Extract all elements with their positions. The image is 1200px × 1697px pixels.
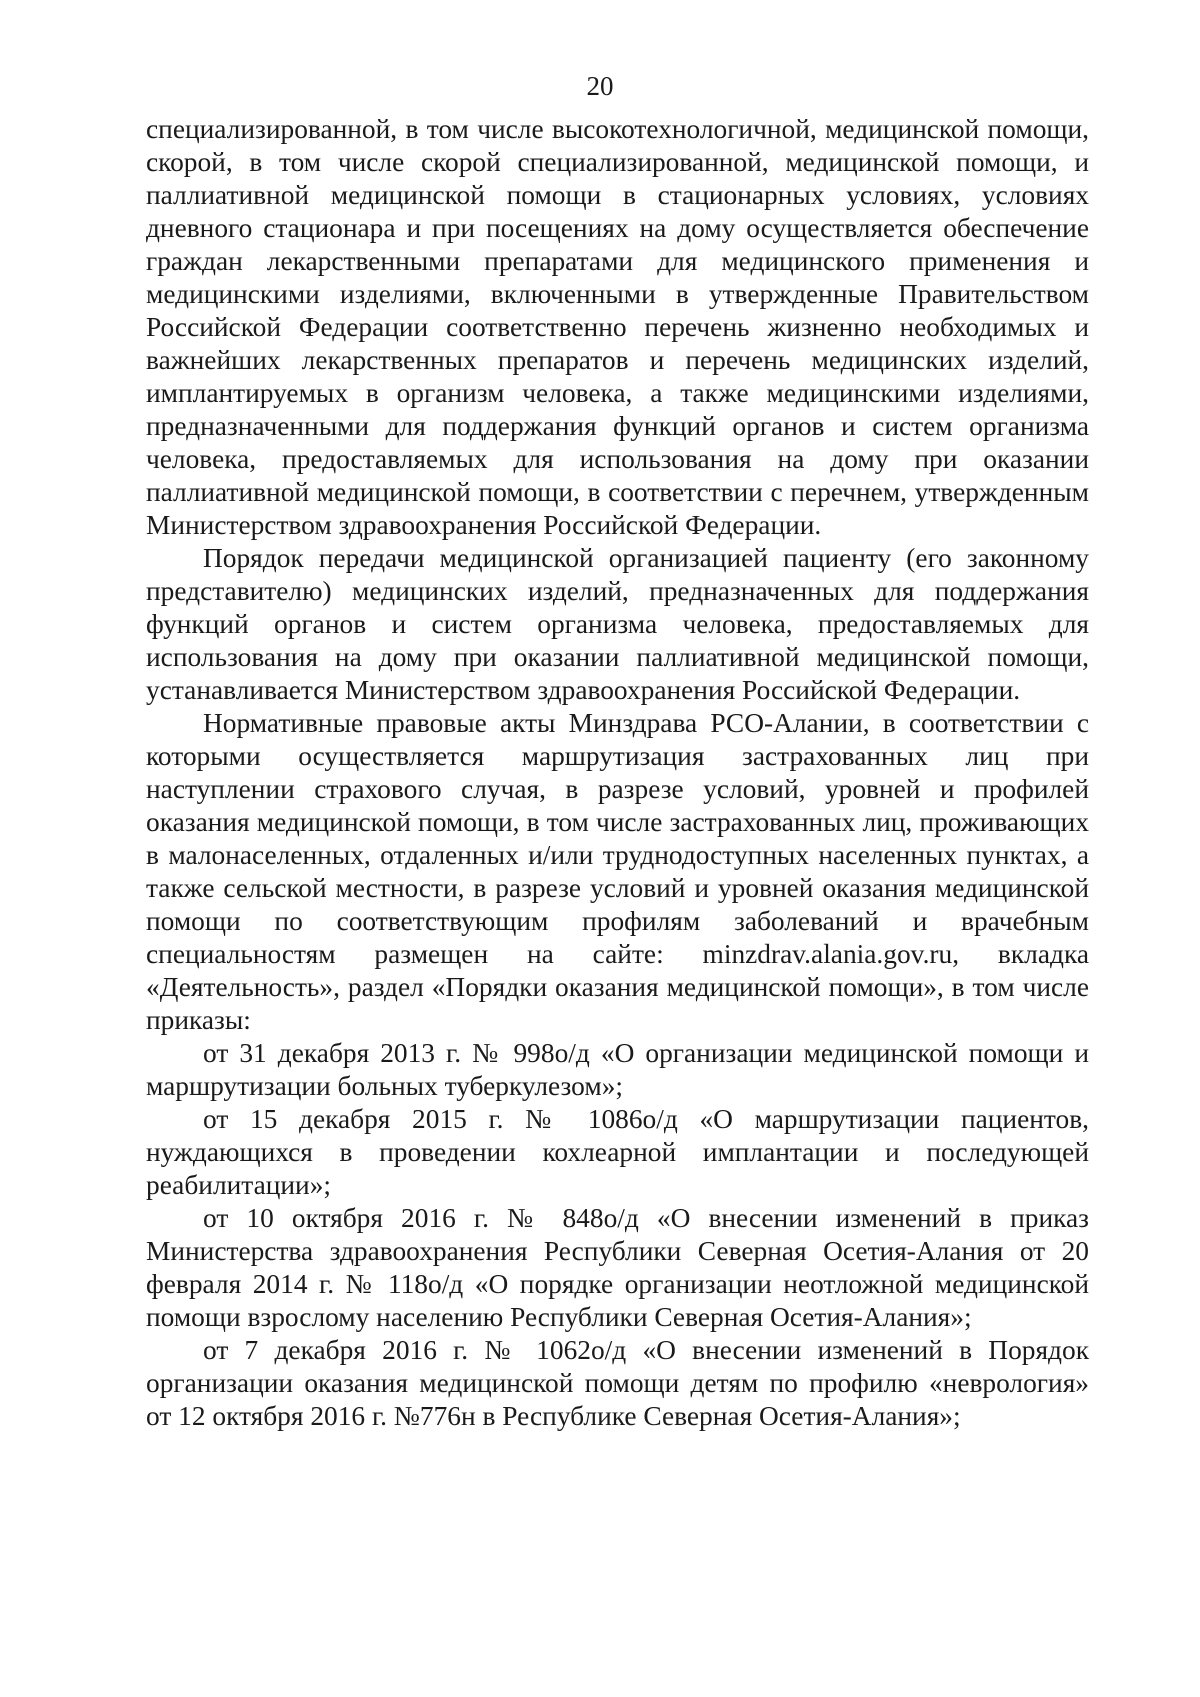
order-item-1062: от 7 декабря 2016 г. № 1062о/д «О внесении изменений в Порядок организации оказания медицинской помощи детям по профилю «неврология» от 12 октября 2016 г. №776н в Республике Северная Осетия-Алания»; (146, 1335, 1089, 1431)
page-number: 20 (586, 71, 614, 101)
paragraph-regulatory-acts: Нормативные правовые акты Минздрава РСО-Алании, в соответствии с которыми осуществляется маршрутизация застрахованных лиц при наступлении страхового случая, в разрезе условий, уровней и профилей оказания медицинской помощи, в том числе застрахованных лиц, проживающих в малонаселенных, отдаленных и/или труднодоступных населенных пунктах, а также сельской местности, в разрезе условий и уровней оказания медицинской помощи по соответствующим профилям заболеваний и врачебным специальностям размещен на сайте: minzdrav.alania.gov.ru, вкладка «Деятельность», раздел «Порядки оказания медицинской помощи», в том числе приказы: (146, 708, 1089, 1035)
paragraph-medical-supplies-continuation: специализированной, в том числе высокотехнологичной, медицинской помощи, скорой, в том числе скорой специализированной, медицинской помощи, и паллиативной медицинской помощи в стационарных условиях, условиях дневного стационара и при посещениях на дому осуществляется обеспечение граждан лекарственными препаратами для медицинского применения и медицинскими изделиями, включенными в утвержденные Правительством Российской Федерации соответственно перечень жизненно необходимых и важнейших лекарственных препаратов и перечень медицинских изделий, имплантируемых в организм человека, а также медицинскими изделиями, предназначенными для поддержания функций органов и систем организма человека, предоставляемых для использования на дому при оказании паллиативной медицинской помощи, в соответствии с перечнем, утвержденным Министерством здравоохранения Российской Федерации. (146, 114, 1089, 540)
order-item-998: от 31 декабря 2013 г. № 998о/д «О организации медицинской помощи и маршрутизации больных туберкулезом»; (146, 1038, 1089, 1101)
document-body (146, 113, 1089, 1433)
paragraph-transfer-procedure: Порядок передачи медицинской организацией пациенту (его законному представителю) медицинских изделий, предназначенных для поддержания функций органов и систем организма человека, предоставляемых для использования на дому при оказании паллиативной медицинской помощи, устанавливается Министерством здравоохранения Российской Федерации. (146, 543, 1089, 705)
order-item-1086: от 15 декабря 2015 г. № 1086о/д «О маршрутизации пациентов, нуждающихся в проведении кохлеарной имплантации и последующей реабилитации»; (146, 1104, 1089, 1200)
order-item-848: от 10 октября 2016 г. № 848о/д «О внесении изменений в приказ Министерства здравоохранения Республики Северная Осетия-Алания от 20 февраля 2014 г. № 118о/д «О порядке организации неотложной медицинской помощи взрослому населению Республики Северная Осетия-Алания»; (146, 1203, 1089, 1332)
